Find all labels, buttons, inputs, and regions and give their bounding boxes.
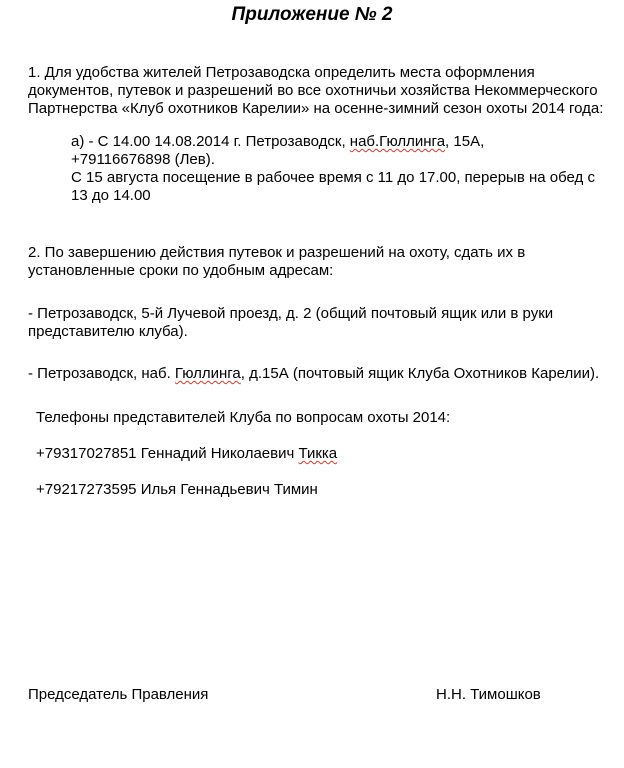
signature-name: Н.Н. Тимошков <box>436 686 541 703</box>
paragraph-2 <box>28 244 614 280</box>
paragraph-2-line-2: установленные сроки по удобным адресам: <box>28 262 334 279</box>
paragraph-1-line-2: документов, путевок и разрешений во все охотничьи хозяйства Некоммерческого <box>28 82 598 99</box>
document-title: Приложение № 2 <box>231 4 393 25</box>
phones-header: Телефоны представителей Клуба по вопросам охоты 2014: <box>36 409 451 426</box>
address-1 <box>28 305 614 341</box>
paragraph-1-line-1: 1. Для удобства жителей Петрозаводска определить места оформления <box>28 64 535 81</box>
location-a-address-pre: а) - С 14.00 14.08.2014 г. Петрозаводск, <box>71 133 350 150</box>
address-2 <box>28 365 618 383</box>
address-2-pre: - Петрозаводск, наб. <box>28 365 175 382</box>
location-a-phone: +79116676898 (Лев). <box>71 151 215 168</box>
phone-1-text: +79317027851 Геннадий Николаевич <box>36 445 299 462</box>
address-2-line <box>28 365 618 383</box>
location-a-hours: С 15 августа посещение в рабочее время с 11 до 17.00, перерыв на обед с <box>71 169 595 186</box>
location-a <box>71 133 611 205</box>
signature-role: Председатель Правления <box>28 686 209 703</box>
phone-1 <box>36 445 596 463</box>
paragraph-2-line-1: 2. По завершению действия путевок и разрешений на охоту, сдать их в <box>28 244 526 261</box>
address-1-line-1: - Петрозаводск, 5-й Лучевой проезд, д. 2 (общий почтовый ящик или в руки <box>28 305 554 322</box>
paragraph-1-line-3: Партнерства «Клуб охотников Карелии» на осенне-зимний сезон охоты 2014 года: <box>28 100 604 117</box>
address-1-line-2: представителю клуба). <box>28 323 188 340</box>
phones-section <box>36 409 596 505</box>
location-a-address-post: , 15А, <box>445 133 485 150</box>
address-2-street: Гюллинга <box>174 365 241 382</box>
phone-1-surname: Тикка <box>298 445 338 462</box>
phone-2: +79217273595 Илья Геннадьевич Тимин <box>36 481 318 498</box>
location-a-line-1 <box>71 133 611 151</box>
location-a-lunch: 13 до 14.00 <box>71 187 151 204</box>
location-a-street: наб.Гюллинга <box>349 133 446 150</box>
paragraph-1 <box>28 64 608 118</box>
address-2-post: , д.15А (почтовый ящик Клуба Охотников Карелии). <box>240 365 600 382</box>
